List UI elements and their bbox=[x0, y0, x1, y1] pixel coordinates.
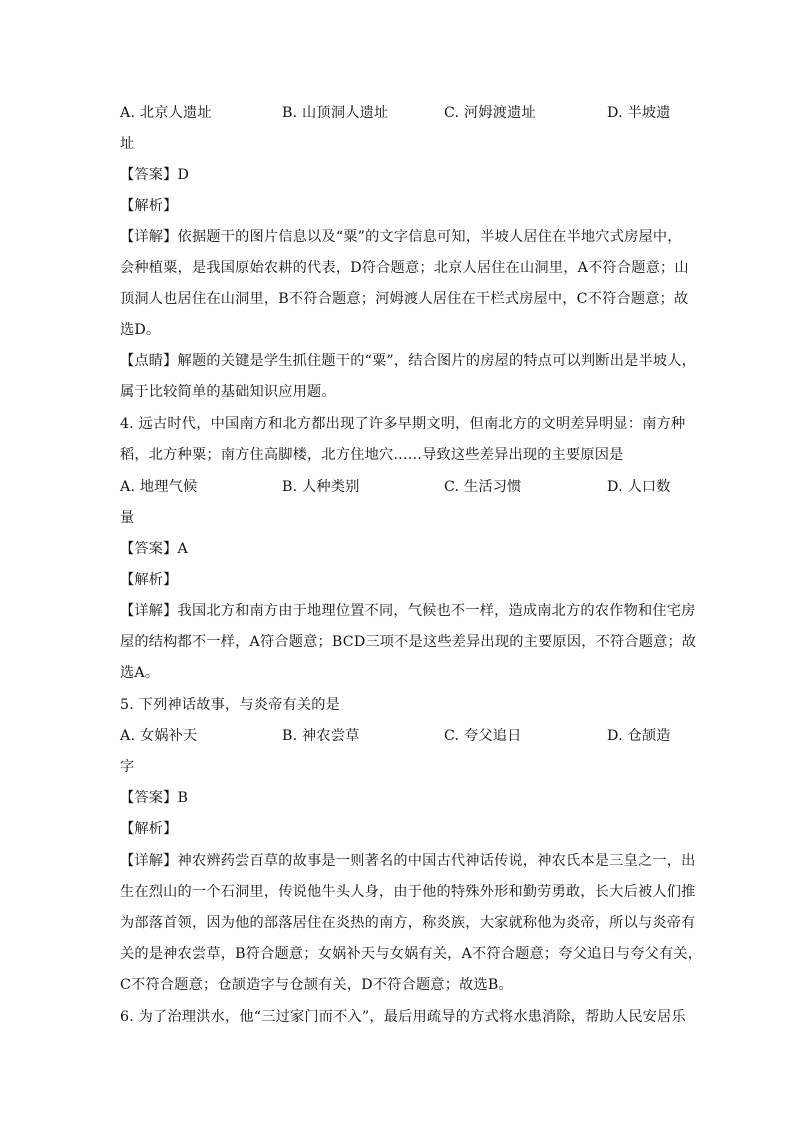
q5-option-c: C. 夸父追日 bbox=[444, 728, 522, 744]
q3-detail-line: 【详解】依据题干的图片信息以及“粟”的文字信息可知，半坡人居住在半地穴式房屋中， bbox=[120, 229, 682, 245]
q4-answer: 【答案】A bbox=[120, 541, 188, 557]
q4-stem-line: 4. 远古时代，中国南方和北方都出现了许多早期文明，但南北方的文明差异明显：南方种 bbox=[120, 416, 686, 432]
q3-detail-line: 会种植粟，是我国原始农耕的代表，D符合题意；北京人居住在山洞里，A不符合题意；山 bbox=[120, 260, 689, 276]
q4-option-a: A. 地理气候 bbox=[120, 479, 198, 495]
q3-detail-line: 选D。 bbox=[120, 322, 161, 338]
q3-option-wrap: 址 bbox=[120, 136, 135, 152]
q5-option-a: A. 女娲补天 bbox=[120, 728, 198, 744]
q5-option-b: B. 神农尝草 bbox=[282, 728, 360, 744]
q4-option-d: D. 人口数 bbox=[607, 479, 671, 495]
q3-answer: 【答案】D bbox=[120, 167, 190, 183]
q5-detail-line: C不符合题意；仓颉造字与仓颉有关，D不符合题意；故选B。 bbox=[120, 977, 513, 993]
q5-answer: 【答案】B bbox=[120, 790, 189, 806]
q5-option-wrap: 字 bbox=[120, 759, 135, 775]
q5-detail-line: 【详解】神农辨药尝百草的故事是一则著名的中国古代神话传说，神农氏本是三皇之一，出 bbox=[120, 853, 696, 869]
q4-analysis-heading: 【解析】 bbox=[120, 572, 178, 588]
q3-analysis-heading: 【解析】 bbox=[120, 198, 178, 214]
q4-stem-line: 稻，北方种粟；南方住高脚楼，北方住地穴……导致这些差异出现的主要原因是 bbox=[120, 447, 624, 463]
q4-option-b: B. 人种类别 bbox=[282, 479, 360, 495]
q4-option-wrap: 量 bbox=[120, 510, 135, 526]
q3-option-d: D. 半坡遗 bbox=[607, 105, 671, 121]
q3-detail-line: 顶洞人也居住在山洞里，B不符合题意；河姆渡人居住在干栏式房屋中，C不符合题意；故 bbox=[120, 291, 689, 307]
q3-option-b: B. 山顶洞人遗址 bbox=[282, 105, 389, 121]
q4-detail-line: 屋的结构都不一样，A符合题意；BCD三项不是这些差异出现的主要原因，不符合题意；故 bbox=[120, 634, 697, 650]
q5-stem-line: 5. 下列神话故事，与炎帝有关的是 bbox=[120, 697, 341, 713]
q5-detail-line: 生在烈山的一个石洞里，传说他牛头人身，由于他的特殊外形和勤劳勇敢，长大后被人们推 bbox=[120, 884, 696, 900]
q3-option-c: C. 河姆渡遗址 bbox=[444, 105, 536, 121]
q6-stem-line: 6. 为了治理洪水，他“三过家门而不入”，最后用疏导的方式将水患消除，帮助人民安居乐 bbox=[120, 1009, 686, 1025]
q3-point-line: 【点睛】解题的关键是学生抓住题干的“粟”，结合图片的房屋的特点可以判断出是半坡人， bbox=[120, 353, 697, 369]
q4-detail-line: 选A。 bbox=[120, 665, 160, 681]
q5-detail-line: 关的是神农尝草，B符合题意；女娲补天与女娲有关，A不符合题意；夸父追日与夸父有关， bbox=[120, 946, 703, 962]
q5-detail-line: 为部落首领，因为他的部落居住在炎热的南方，称炎族，大家就称他为炎帝，所以与炎帝有 bbox=[120, 915, 696, 931]
q4-detail-line: 【详解】我国北方和南方由于地理位置不同，气候也不一样，造成南北方的农作物和住宅房 bbox=[120, 603, 696, 619]
q4-option-c: C. 生活习惯 bbox=[444, 479, 522, 495]
q5-option-d: D. 仓颉造 bbox=[607, 728, 671, 744]
q5-analysis-heading: 【解析】 bbox=[120, 821, 178, 837]
q3-option-a: A. 北京人遗址 bbox=[120, 105, 212, 121]
q3-point-line: 属于比较简单的基础知识应用题。 bbox=[120, 384, 336, 400]
